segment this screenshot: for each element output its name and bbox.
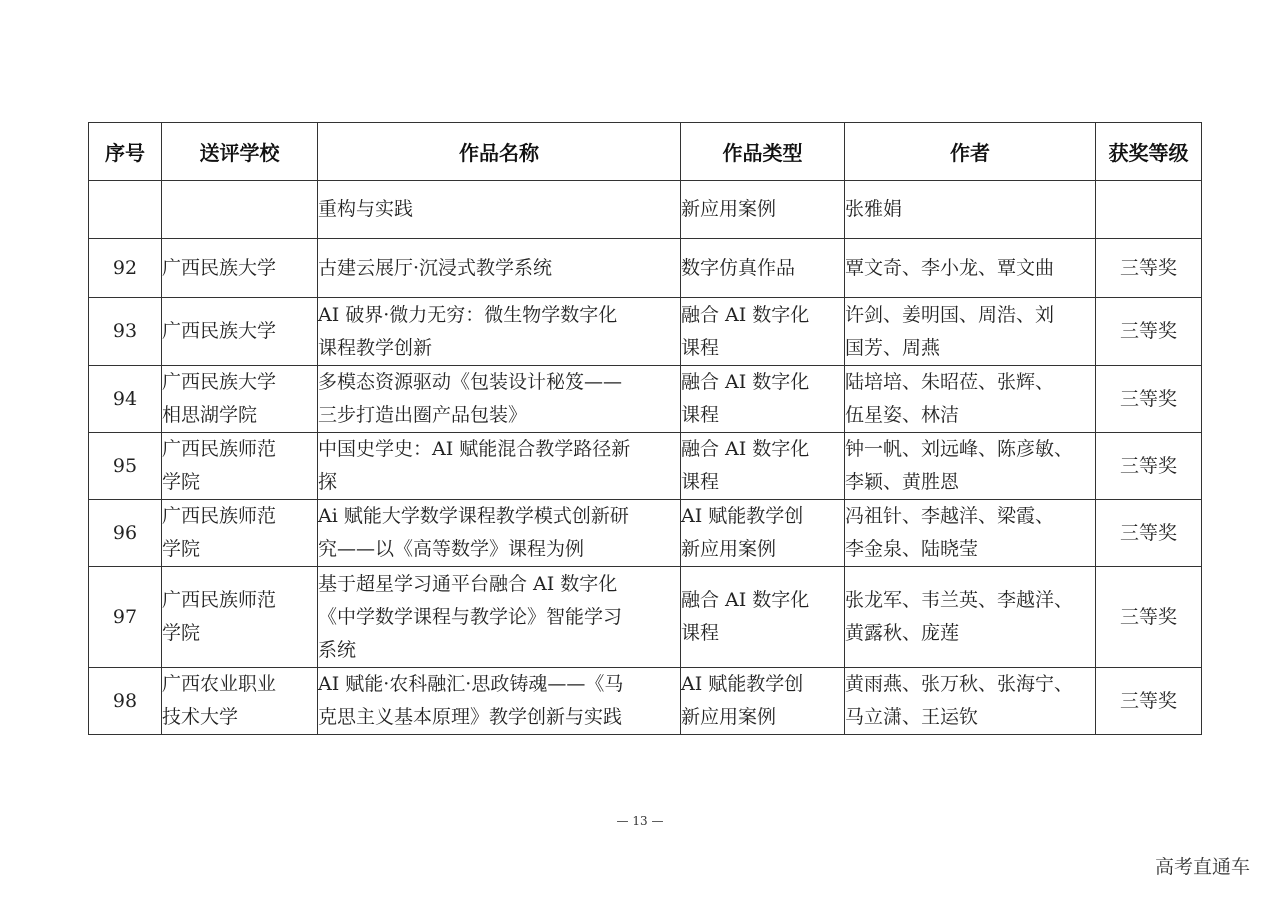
cell-authors (845, 567, 1096, 668)
cell-serial-number: 92 (89, 239, 162, 298)
cell-authors-line: 国芳、周燕 (845, 336, 941, 359)
cell-school-line: 广西民族师范 (162, 589, 277, 611)
header-award-level: 获奖等级 (1096, 123, 1202, 181)
cell-authors-line: 张龙军、韦兰英、李越洋、 (845, 589, 1074, 611)
cell-work-title (318, 366, 681, 433)
table-row (89, 298, 1202, 366)
cell-award-level (1096, 181, 1202, 239)
cell-award-level: 三等奖 (1096, 668, 1202, 735)
cell-work-type-line: 新应用案例 (681, 538, 777, 560)
cell-school (162, 298, 318, 366)
cell-authors (845, 181, 1096, 239)
cell-authors-line: 马立潇、王运钦 (845, 706, 979, 728)
cell-work-type-line: 课程 (681, 622, 720, 644)
cell-authors-line: 许剑、姜明国、周浩、刘 (845, 303, 1055, 326)
cell-work-type-line: 数字仿真作品 (681, 256, 796, 279)
cell-work-type (681, 366, 845, 433)
cell-work-type-line: 课程 (681, 471, 720, 493)
cell-work-title (318, 567, 681, 668)
cell-authors (845, 366, 1096, 433)
cell-serial-number: 96 (89, 500, 162, 567)
cell-work-title (318, 181, 681, 239)
cell-school (162, 668, 318, 735)
cell-work-title-line: AI 破界·微力无穷：微生物学数字化 (318, 303, 618, 326)
cell-work-title-line: 究——以《高等数学》课程为例 (318, 538, 585, 560)
cell-authors (845, 500, 1096, 567)
cell-award-level: 三等奖 (1096, 567, 1202, 668)
cell-work-type-line: 新应用案例 (681, 706, 777, 728)
table-row (89, 500, 1202, 567)
table-row (89, 433, 1202, 500)
cell-school (162, 366, 318, 433)
cell-work-title-line: 三步打造出圈产品包装》 (318, 404, 528, 426)
cell-authors (845, 433, 1096, 500)
cell-work-title-line: 多模态资源驱动《包装设计秘笈—— (318, 371, 623, 393)
cell-school (162, 567, 318, 668)
cell-work-type (681, 298, 845, 366)
cell-serial-number: 93 (89, 298, 162, 366)
cell-work-title (318, 668, 681, 735)
cell-school-line: 技术大学 (162, 706, 239, 728)
cell-work-title-line: 系统 (318, 638, 357, 661)
cell-school (162, 500, 318, 567)
cell-authors (845, 668, 1096, 735)
cell-award-level: 三等奖 (1096, 433, 1202, 500)
table-row (89, 181, 1202, 239)
cell-school-line: 广西民族大学 (162, 371, 277, 393)
cell-work-title (318, 239, 681, 298)
cell-authors-line: 伍星姿、林洁 (845, 404, 960, 426)
header-authors: 作者 (845, 123, 1096, 181)
cell-work-type-line: AI 赋能教学创 (681, 673, 804, 695)
cell-work-title-line: 《中学数学课程与教学论》智能学习 (318, 605, 623, 628)
cell-school (162, 181, 318, 239)
cell-work-type (681, 239, 845, 298)
cell-work-type-line: 融合 AI 数字化 (681, 438, 810, 460)
cell-award-level: 三等奖 (1096, 239, 1202, 298)
cell-school (162, 433, 318, 500)
cell-school-line: 广西民族师范 (162, 438, 277, 460)
cell-work-type-line: 课程 (681, 336, 720, 359)
cell-authors-line: 李金泉、陆晓莹 (845, 538, 979, 560)
table-row (89, 567, 1202, 668)
cell-work-type-line: 融合 AI 数字化 (681, 371, 810, 393)
cell-work-title-line: 克思主义基本原理》教学创新与实践 (318, 706, 623, 728)
cell-authors-line: 覃文奇、李小龙、覃文曲 (845, 256, 1055, 279)
cell-serial-number: 98 (89, 668, 162, 735)
cell-award-level: 三等奖 (1096, 500, 1202, 567)
cell-work-type (681, 567, 845, 668)
cell-school-line: 广西民族师范 (162, 505, 277, 527)
cell-school-line: 学院 (162, 538, 201, 560)
cell-work-type (681, 668, 845, 735)
header-work-title: 作品名称 (318, 123, 681, 181)
cell-serial-number (89, 181, 162, 239)
cell-work-title-line: 探 (318, 471, 338, 493)
cell-work-type (681, 181, 845, 239)
cell-school-line: 学院 (162, 471, 201, 493)
cell-work-type-line: 新应用案例 (681, 198, 777, 220)
cell-school-line: 相思湖学院 (162, 404, 258, 426)
cell-authors-line: 钟一帆、刘远峰、陈彦敏、 (845, 438, 1074, 460)
cell-work-title-line: 中国史学史：AI 赋能混合教学路径新 (318, 438, 631, 460)
cell-work-title-line: 古建云展厅·沉浸式教学系统 (318, 256, 553, 279)
cell-work-type (681, 500, 845, 567)
header-serial-number: 序号 (89, 123, 162, 181)
cell-award-level: 三等奖 (1096, 298, 1202, 366)
cell-work-title-line: Ai 赋能大学数学课程教学模式创新研 (318, 505, 629, 527)
cell-work-title (318, 298, 681, 366)
cell-serial-number: 94 (89, 366, 162, 433)
cell-work-type (681, 433, 845, 500)
cell-work-type-line: 融合 AI 数字化 (681, 589, 810, 611)
cell-serial-number: 95 (89, 433, 162, 500)
cell-work-title (318, 500, 681, 567)
cell-work-type-line: AI 赋能教学创 (681, 505, 804, 527)
cell-school-line: 广西民族大学 (162, 320, 277, 342)
cell-work-title-line: 基于超星学习通平台融合 AI 数字化 (318, 572, 618, 595)
cell-authors-line: 张雅娟 (845, 198, 903, 220)
cell-serial-number: 97 (89, 567, 162, 668)
table-row (89, 668, 1202, 735)
cell-work-title (318, 433, 681, 500)
cell-work-type-line: 课程 (681, 404, 720, 426)
award-table (88, 122, 1202, 735)
page-number: — 13 — (616, 814, 664, 828)
cell-authors-line: 陆培培、朱昭莅、张辉、 (845, 371, 1055, 393)
cell-work-title-line: AI 赋能·农科融汇·思政铸魂——《马 (318, 673, 624, 695)
table-row (89, 366, 1202, 433)
watermark-text: 高考直通车 (1154, 856, 1250, 878)
cell-work-title-line: 重构与实践 (318, 198, 414, 220)
cell-authors (845, 298, 1096, 366)
cell-authors-line: 黄露秋、庞莲 (845, 622, 960, 644)
table-row (89, 239, 1202, 298)
cell-authors-line: 冯祖针、李越洋、梁霞、 (845, 505, 1055, 527)
table-body (89, 181, 1202, 735)
cell-authors-line: 黄雨燕、张万秋、张海宁、 (845, 673, 1074, 695)
cell-school-line: 广西民族大学 (162, 256, 277, 279)
cell-work-title-line: 课程教学创新 (318, 336, 433, 359)
cell-school (162, 239, 318, 298)
header-work-type: 作品类型 (681, 123, 845, 181)
header-school: 送评学校 (162, 123, 318, 181)
cell-school-line: 学院 (162, 622, 201, 644)
cell-award-level: 三等奖 (1096, 366, 1202, 433)
cell-authors-line: 李颖、黄胜恩 (845, 471, 960, 493)
cell-work-type-line: 融合 AI 数字化 (681, 303, 810, 326)
cell-school-line: 广西农业职业 (162, 673, 277, 695)
table-header-row (89, 123, 1202, 181)
cell-authors (845, 239, 1096, 298)
